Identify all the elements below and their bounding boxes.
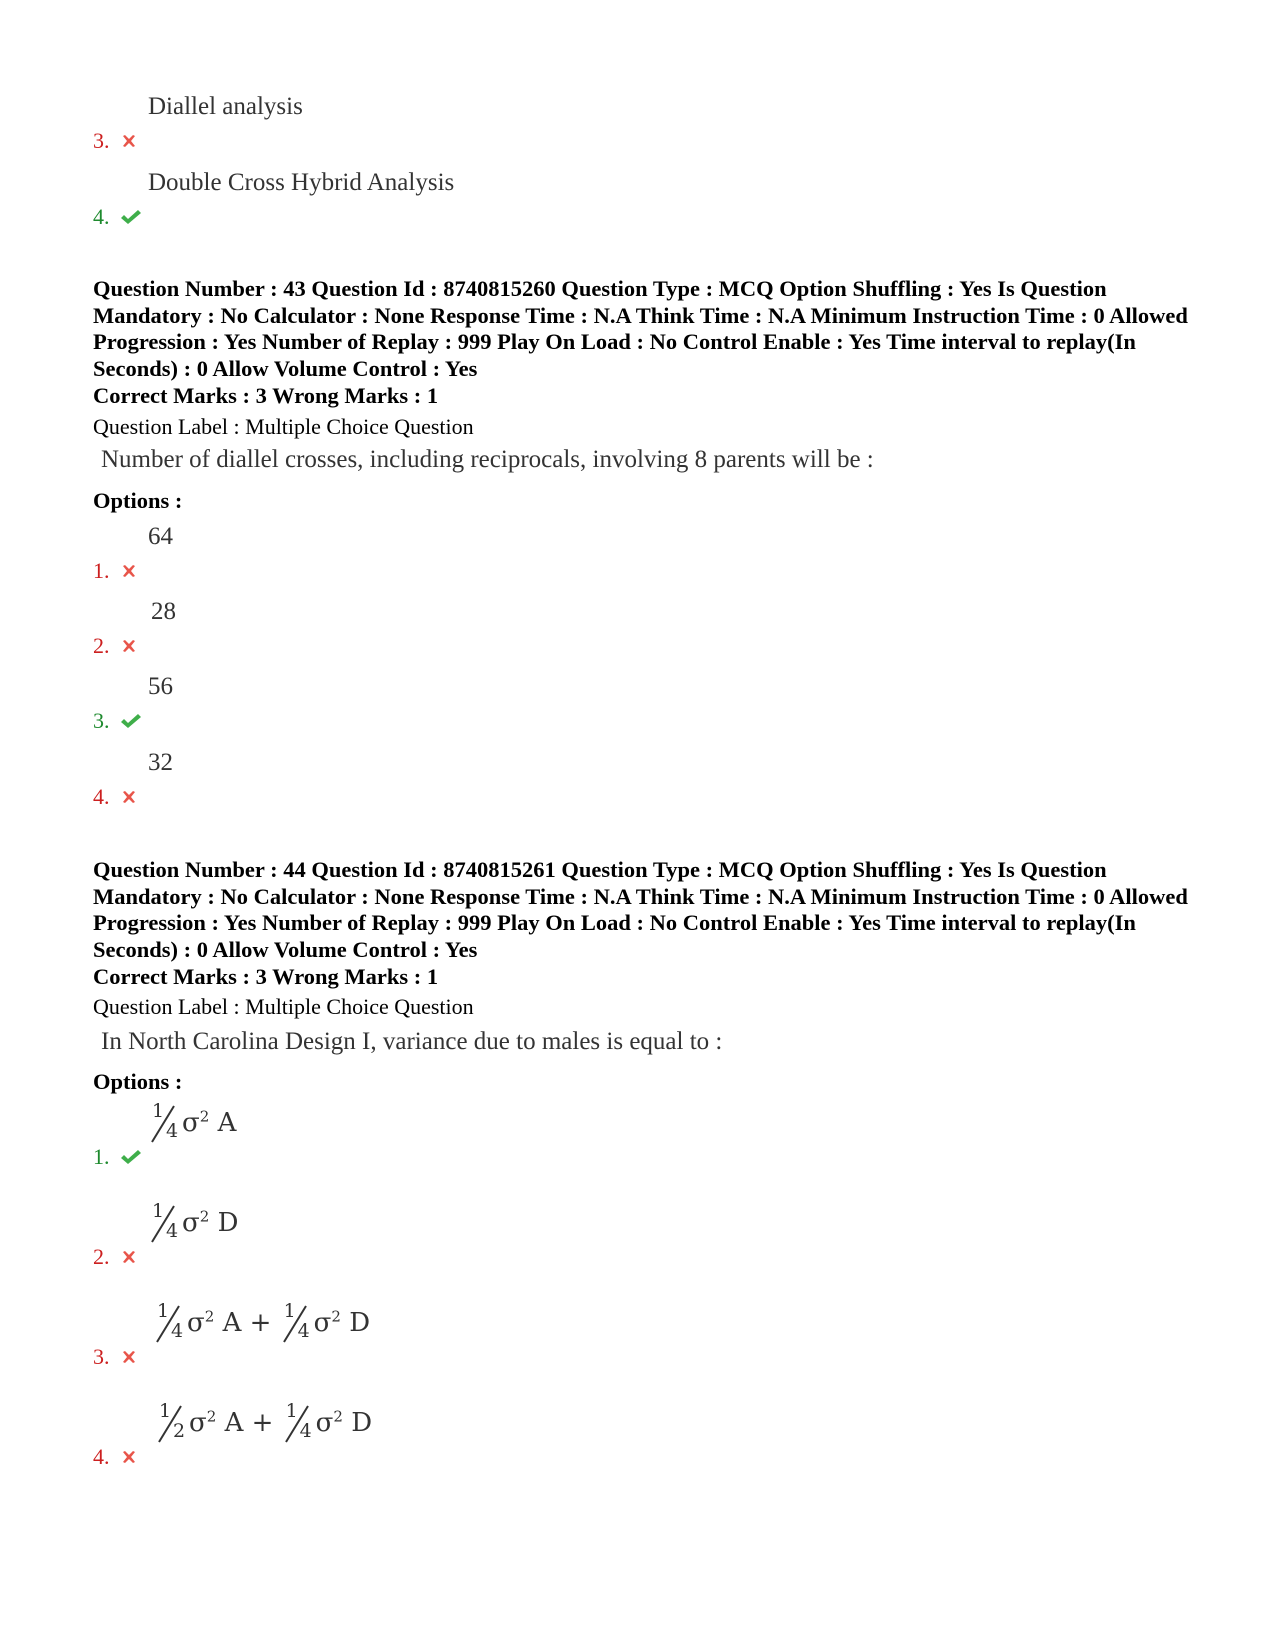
option-number: 4. [93,784,110,809]
variance-component: D [349,1308,371,1338]
option-text: 28 [151,598,176,625]
option-text: 32 [148,749,173,776]
q44-option-3 [93,1300,993,1369]
option-text: Double Cross Hybrid Analysis [148,169,455,196]
sigma-squared: $\sigma^2$ [182,1207,210,1238]
check-icon [120,712,142,730]
sigma-squared: $\sigma^2$ [315,1407,343,1438]
option-number: 4. [93,1444,110,1469]
q43-option-1 [93,522,993,582]
question-43-meta: Question Number : 43 Question Id : 8740815260 Question Type : MCQ Option Shuffling : Yes Is Question Mandatory : No Calculator : None Response Time : N.A Think Time : N.A Minimum Instruction Time : 0 Allowed Progression : Yes Number of Replay : 999 Play On Load : No Control Enable : Yes Time interval to replay(In Seconds) : 0 Allow Volume Control : Yes [93,276,1188,381]
variance-component: D [217,1208,239,1238]
variance-component: A [222,1308,242,1338]
option-formula [148,1202,238,1246]
fraction-one-quarter: 1 4 [280,1302,314,1346]
option-formula [153,1302,370,1346]
cross-icon [120,562,138,580]
cross-icon [120,132,138,150]
option-number: 3. [93,128,110,153]
fraction-one-quarter: 1 4 [153,1302,187,1346]
cross-icon [120,1348,138,1366]
question-43-text: Number of diallel crosses, including reciprocals, involving 8 parents will be : [101,446,874,473]
q43-option-2 [93,597,993,657]
q44-option-4 [93,1400,993,1469]
fraction-one-half: 1 2 [155,1402,189,1446]
q43-option-3 [93,672,993,732]
option-formula [155,1402,372,1446]
sigma-squared: $\sigma^2$ [189,1407,217,1438]
plus-sign: + [251,1408,274,1438]
cross-icon [120,788,138,806]
q44-option-1 [93,1100,993,1169]
option-number: 1. [93,1144,110,1169]
option-number: 2. [93,633,110,658]
sigma-squared: $\sigma^2$ [182,1107,210,1138]
variance-component: A [217,1108,237,1138]
cross-icon [120,637,138,655]
q43-option-4 [93,748,993,808]
cross-icon [120,1448,138,1466]
variance-component: D [351,1408,373,1438]
check-icon [120,208,142,226]
sigma-squared: $\sigma^2$ [313,1307,341,1338]
fraction-one-quarter: 1 4 [282,1402,316,1446]
option-number: 3. [93,708,110,733]
question-43-marks: Correct Marks : 3 Wrong Marks : 1 [93,383,439,408]
option-number: 4. [93,204,110,229]
option-number: 3. [93,1344,110,1369]
prev-option-3 [93,92,993,152]
variance-component: A [224,1408,244,1438]
question-44-text: In North Carolina Design I, variance due to males is equal to : [101,1028,723,1055]
plus-sign: + [249,1308,272,1338]
fraction-one-quarter: 1 4 [148,1102,182,1146]
option-number: 1. [93,558,110,583]
question-44-meta: Question Number : 44 Question Id : 8740815261 Question Type : MCQ Option Shuffling : Yes Is Question Mandatory : No Calculator : None Response Time : N.A Think Time : N.A Minimum Instruction Time : 0 Allowed Progression : Yes Number of Replay : 999 Play On Load : No Control Enable : Yes Time interval to replay(In Seconds) : 0 Allow Volume Control : Yes [93,857,1188,962]
question-44-label: Question Label : Multiple Choice Question [93,994,474,1019]
option-number: 2. [93,1244,110,1269]
option-formula [148,1102,236,1146]
check-icon [120,1148,142,1166]
cross-icon [120,1248,138,1266]
option-text: Diallel analysis [148,93,303,120]
question-43-label: Question Label : Multiple Choice Question [93,414,474,439]
question-44-options-label: Options : [93,1069,183,1094]
prev-option-4 [93,168,993,228]
option-text: 56 [148,673,173,700]
q44-option-2 [93,1200,993,1269]
fraction-one-quarter: 1 4 [148,1202,182,1246]
question-43-options-label: Options : [93,488,183,513]
sigma-squared: $\sigma^2$ [187,1307,215,1338]
question-44-marks: Correct Marks : 3 Wrong Marks : 1 [93,964,439,989]
option-text: 64 [148,523,173,550]
